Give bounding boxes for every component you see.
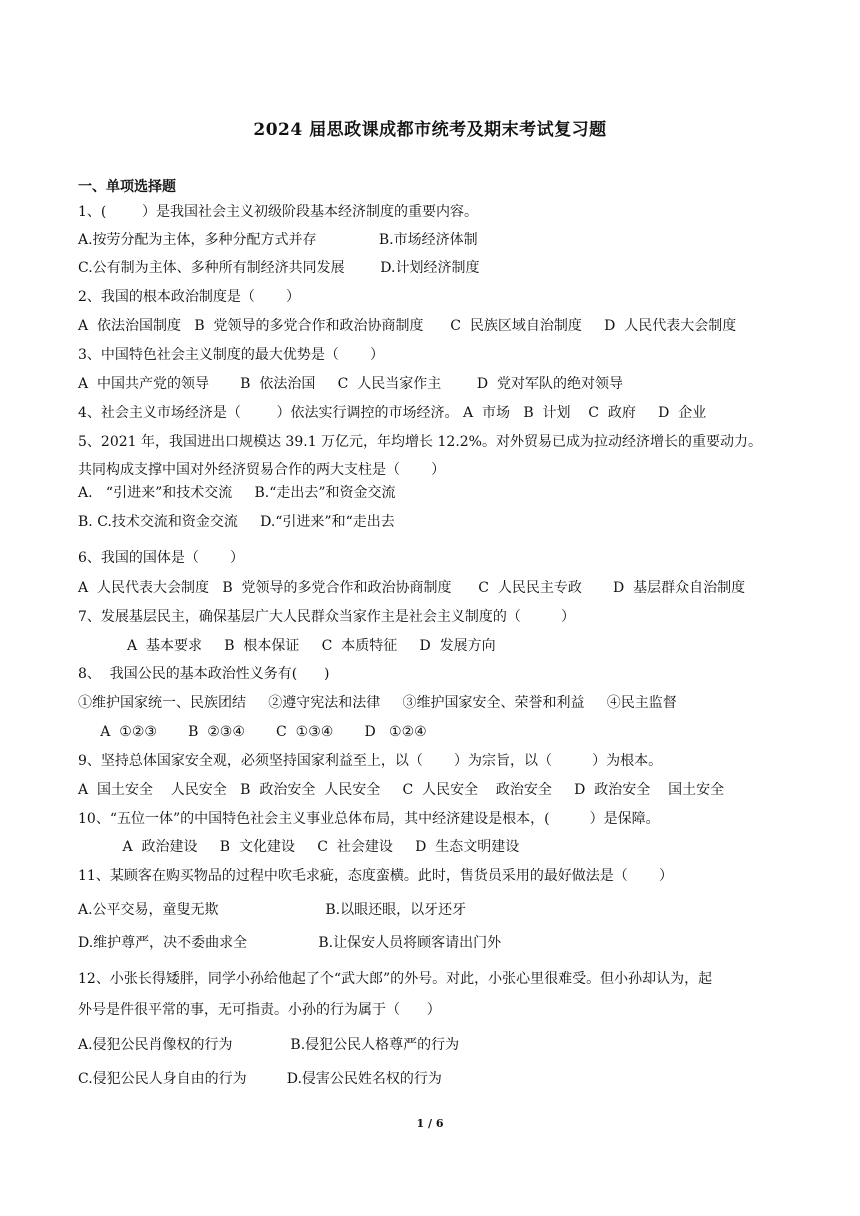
text-line: 11、某顾客在购买物品的过程中吹毛求疵，态度蛮横。此时，售货员采用的最好做法是（ ） [78, 868, 673, 884]
text-line: 3、中国特色社会主义制度的最大优势是（ ） [78, 347, 385, 363]
text-line: 10、“五位一体”的中国特色社会主义事业总体布局，其中经济建设是根本，( ）是保障。 [78, 811, 660, 827]
text-line: A 中国共产党的领导 B 依法治国 C 人民当家作主 D 党对军队的绝对领导 [78, 376, 623, 392]
text-line: C.公有制为主体、多种所有制经济共同发展 D.计划经济制度 [78, 260, 480, 276]
text-line: A.侵犯公民肖像权的行为 B.侵犯公民人格尊严的行为 [78, 1037, 460, 1053]
text-line: A ①②③ B ②③④ C ①③④ D ①②④ [78, 724, 427, 740]
text-line: 5、2021 年，我国进出口规模达 39.1 万亿元，年均增长 12.2%。对外贸易已成为拉动经济增长的重要动力。 [78, 434, 762, 450]
document-title: 2024 届思政课成都市统考及期末考试复习题 [253, 120, 607, 140]
text-line: ①维护国家统一、民族团结 ②遵守宪法和法律 ③维护国家安全、荣誉和利益 ④民主监督 [78, 695, 677, 711]
text-line: A 依法治国制度 B 党领导的多党合作和政治协商制度 C 民族区域自治制度 D 人民代表大会制度 [78, 318, 737, 334]
text-line: 4、社会主义市场经济是（ ）依法实行调控的市场经济。 A 市场 B 计划 C 政府 D 企业 [78, 405, 707, 421]
text-line: 共同构成支撑中国对外经济贸易合作的两大支柱是（ ） [78, 462, 446, 478]
text-line: 7、发展基层民主，确保基层广大人民群众当家作主是社会主义制度的（ ） [78, 609, 575, 625]
text-line: A 基本要求 B 根本保证 C 本质特征 D 发展方向 [78, 638, 496, 654]
text-line: A.公平交易，童叟无欺 B.以眼还眼，以牙还牙 [78, 902, 467, 918]
text-line: A 政治建设 B 文化建设 C 社会建设 D 生态文明建设 [78, 839, 520, 855]
text-line: 6、我国的国体是（ ） [78, 550, 245, 566]
text-line: 8、 我国公民的基本政治性义务有( ) [78, 666, 330, 682]
text-line: A.按劳分配为主体，多种分配方式并存 B.市场经济体制 [78, 232, 478, 248]
section-heading: 一、单项选择题 [78, 179, 176, 195]
text-line: 9、坚持总体国家安全观，必须坚持国家利益至上，以（ ）为宗旨，以（ ）为根本。 [78, 753, 663, 769]
text-line: D.维护尊严，决不委曲求全 B.让保安人员将顾客请出门外 [78, 935, 502, 951]
page-number: 1 / 6 [416, 1117, 444, 1130]
text-line: 外号是件很平常的事，无可指责。小孙的行为属于（ ） [78, 1002, 441, 1018]
text-line: A 人民代表大会制度 B 党领导的多党合作和政治协商制度 C 人民民主专政 D 基层群众自治制度 [78, 580, 746, 596]
text-line: C.侵犯公民人身自由的行为 D.侵害公民姓名权的行为 [78, 1071, 442, 1087]
text-line: 1、( ）是我国社会主义初级阶段基本经济制度的重要内容。 [78, 204, 478, 220]
text-line: 2、我国的根本政治制度是（ ） [78, 289, 301, 305]
text-line: B. C.技术交流和资金交流 D.“引进来”和“走出去 [78, 514, 395, 530]
text-line: A 国土安全 人民安全 B 政治安全 人民安全 C 人民安全 政治安全 D 政治安全 国土安全 [78, 782, 725, 798]
text-line: A. “引进来”和技术交流 B.“走出去”和资金交流 [78, 485, 396, 501]
text-line: 12、小张长得矮胖，同学小孙给他起了个“武大郎”的外号。对此，小张心里很难受。但小孙却认为，起 [78, 971, 713, 987]
